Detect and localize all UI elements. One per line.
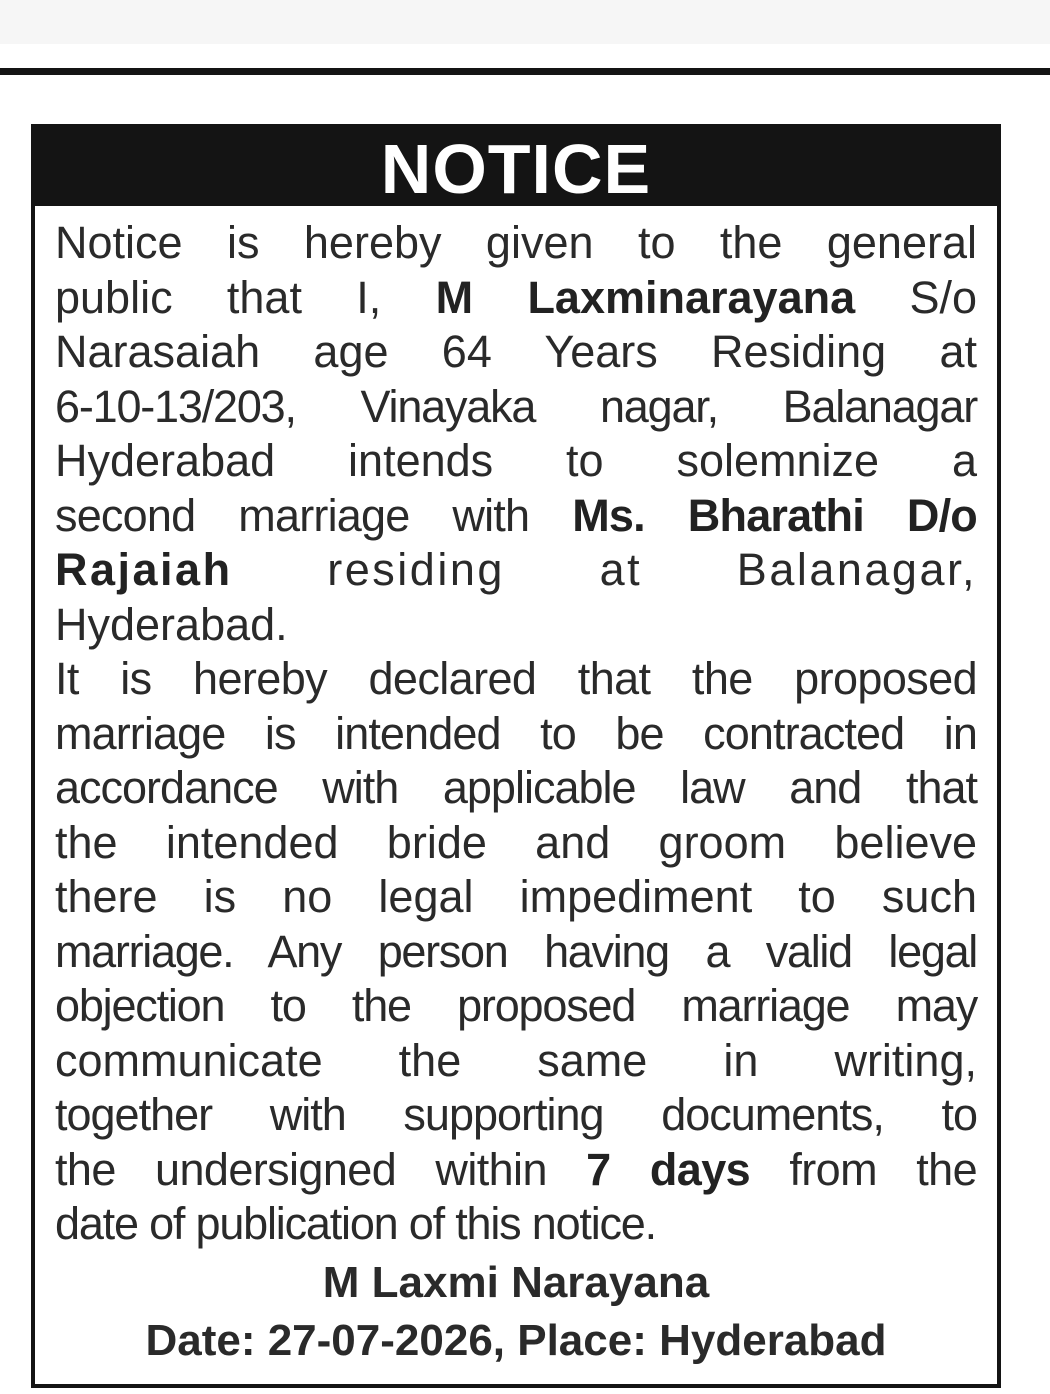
notice-line: Hyderabad.: [55, 598, 288, 650]
notice-box: [31, 124, 1001, 1388]
notice-line: [55, 543, 977, 598]
notice-line: the intended bride and groom believe: [55, 816, 977, 868]
notice-line: marriage is intended to be contracted in: [55, 707, 977, 759]
notice-text: residing at Balanagar,: [232, 544, 977, 595]
groom-name: M Laxminarayana: [435, 271, 856, 323]
notice-line: there is no legal impediment to such: [55, 871, 977, 922]
notice-line: [55, 271, 977, 326]
notice-text: second marriage with: [55, 489, 573, 541]
date-place: Date: 27-07-2026, Place: Hyderabad: [145, 1316, 887, 1365]
objection-period: 7 days: [586, 1143, 751, 1195]
notice-line: objection to the proposed marriage may: [55, 980, 977, 1031]
signatory-name: M Laxmi Narayana: [322, 1258, 710, 1307]
bride-father-name: Rajaiah: [55, 544, 233, 595]
notice-line: [55, 489, 977, 544]
notice-line: communicate the same in writing,: [55, 1034, 977, 1086]
notice-line: date of publication of this notice.: [55, 1198, 656, 1249]
notice-line: 6-10-13/203, Vinayaka nagar, Balanagar: [55, 380, 977, 432]
notice-line: Narasaiah age 64 Years Residing at: [55, 326, 977, 377]
notice-line: Hyderabad intends to solemnize a: [55, 435, 977, 486]
notice-text: from the: [750, 1143, 977, 1195]
notice-body: [55, 216, 977, 1252]
notice-text: public that I,: [55, 271, 436, 323]
notice-line: together with supporting documents, to: [55, 1089, 977, 1140]
notice-line: marriage. Any person having a valid legal: [55, 925, 977, 977]
notice-line: It is hereby declared that the proposed: [55, 653, 977, 704]
bride-name: Ms. Bharathi D/o: [572, 489, 977, 541]
notice-line: Notice is hereby given to the general: [55, 217, 977, 268]
notice-title: NOTICE: [35, 128, 997, 206]
notice-text: S/o: [855, 271, 977, 323]
top-margin-strip: [0, 0, 1050, 44]
notice-text: the undersigned within: [55, 1143, 587, 1195]
notice-line: [55, 1143, 977, 1198]
horizontal-rule: [0, 68, 1050, 75]
notice-line: accordance with applicable law and that: [55, 762, 977, 813]
